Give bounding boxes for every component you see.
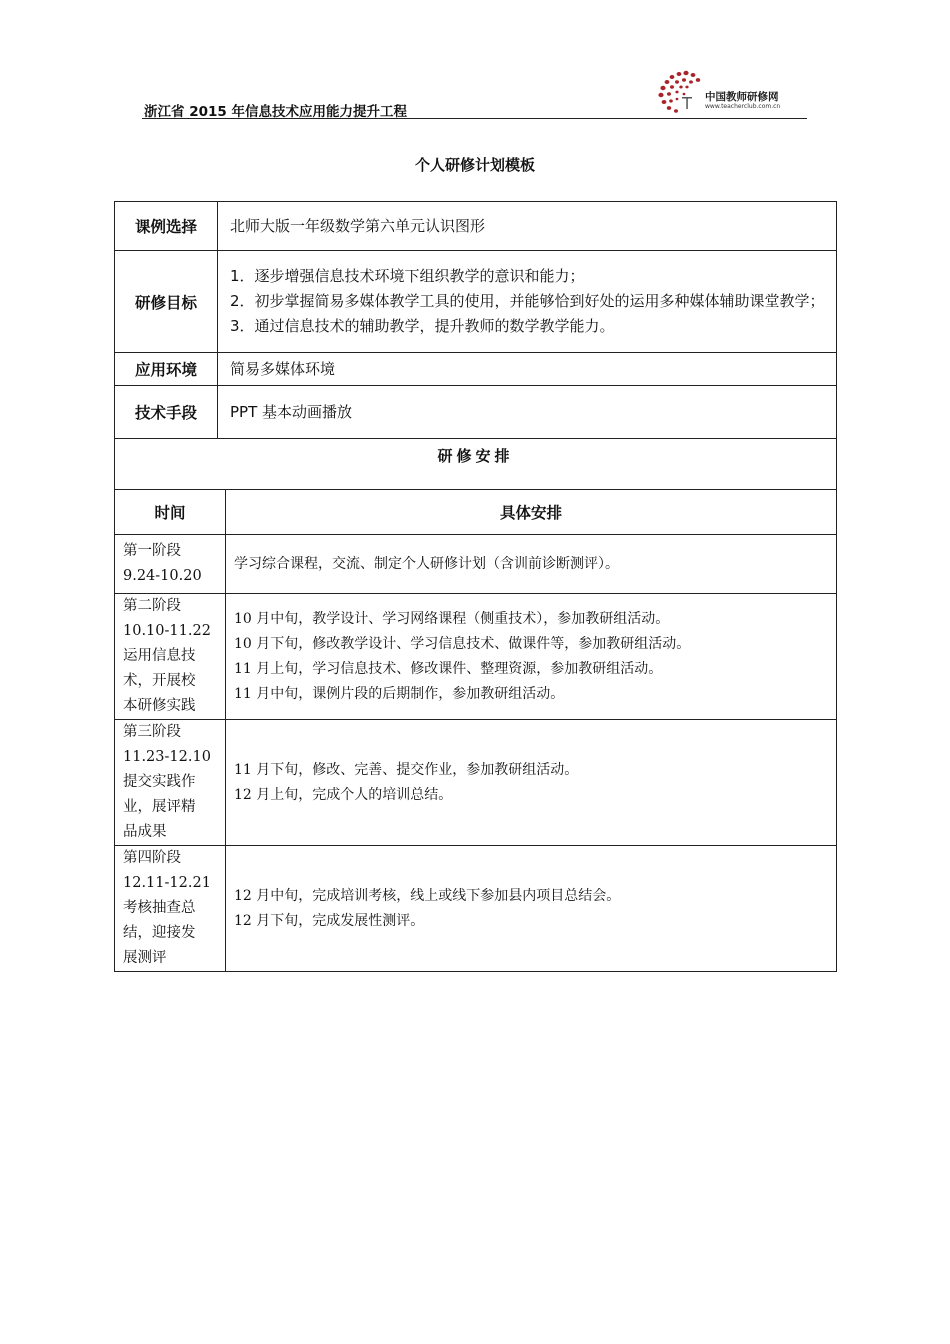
time-header: 时间 [115,490,226,535]
header-divider [142,118,807,119]
arrangement-cell [226,594,837,720]
goal-item: 1．逐步增强信息技术环境下组织教学的意识和能力； [230,267,585,285]
stage-line: 10.10-11.22 [123,623,211,639]
arrangement-item: 11 月上旬，学习信息技术、修改课件、整理资源，参加教研组活动。 [234,660,663,677]
stage-line: 第四阶段 [123,850,181,866]
arrangement-cell [226,535,837,594]
plan-row-course [115,202,837,251]
stage-line: 提交实践作 [123,774,196,790]
stage-cell [115,594,226,720]
stage-line: 结，迎接发 [123,925,196,941]
arrangement-item: 11 月下旬，修改、完善、提交作业，参加教研组活动。 [234,761,579,778]
course-label: 课例选择 [115,202,218,251]
tech-label: 技术手段 [115,386,218,439]
plan-row-tech [115,386,837,439]
flower-dots-logo-icon [656,68,706,114]
goal-item: 3．通过信息技术的辅助教学，提升教师的数学教学能力。 [230,317,615,335]
document-title: 个人研修计划模板 [414,156,535,174]
stage-line: 12.11-12.21 [123,875,211,891]
plan-row-env [115,353,837,386]
stage-line: 品成果 [123,824,167,840]
schedule-header-row [115,490,837,535]
stage-line: 运用信息技 [123,648,196,664]
stage-cell [115,720,226,846]
stage-line: 业，展评精 [123,799,196,815]
arrangement-item: 学习综合课程，交流、制定个人研修计划（含训前诊断测评）。 [234,555,619,572]
section-title: 研修安排 [115,439,837,490]
goal-label: 研修目标 [115,251,218,353]
arrangement-item: 12 月上旬，完成个人的培训总结。 [234,786,453,803]
stage-cell [115,535,226,594]
arrangement-cell [226,720,837,846]
page-header [142,60,807,120]
plan-row-section [115,439,837,490]
table-row [115,846,837,972]
stage-line: 第二阶段 [123,598,181,614]
arrangement-item: 11 月中旬，课例片段的后期制作，参加教研组活动。 [234,685,565,702]
stage-line: 展测评 [123,950,167,966]
schedule-table [114,489,837,972]
table-row [115,535,837,594]
env-label: 应用环境 [115,353,218,386]
arrangement-item: 10 月中旬，教学设计、学习网络课程（侧重技术），参加教研组活动。 [234,610,670,627]
goal-value [218,251,837,353]
logo-text: 中国教师研修网 [705,91,779,103]
table-row [115,720,837,846]
detail-header: 具体安排 [226,490,837,535]
stage-line: 第一阶段 [123,543,181,559]
arrangement-item: 12 月中旬，完成培训考核，线上或线下参加县内项目总结会。 [234,887,621,904]
arrangement-cell [226,846,837,972]
table-row [115,594,837,720]
plan-table [114,201,837,490]
stage-line: 9.24-10.20 [123,568,202,584]
stage-line: 第三阶段 [123,724,181,740]
arrangement-item: 10 月下旬，修改教学设计、学习信息技术、做课件等，参加教研组活动。 [234,635,691,652]
logo [656,68,806,118]
arrangement-item: 12 月下旬，完成发展性测评。 [234,912,425,929]
header-title: 浙江省 2015 年信息技术应用能力提升工程 [144,104,407,120]
tech-value: PPT 基本动画播放 [218,386,837,439]
stage-line: 11.23-12.10 [123,749,211,765]
stage-line: 术，开展校 [123,673,196,689]
stage-line: 本研修实践 [123,698,196,714]
plan-row-goal [115,251,837,353]
stage-cell [115,846,226,972]
env-value: 简易多媒体环境 [218,353,837,386]
goal-item: 2．初步掌握简易多媒体教学工具的使用，并能够恰到好处的运用多种媒体辅助课堂教学； [230,292,825,310]
course-value: 北师大版一年级数学第六单元认识图形 [218,202,837,251]
logo-url: www.teacherclub.com.cn [705,103,781,110]
stage-line: 考核抽查总 [123,900,196,916]
